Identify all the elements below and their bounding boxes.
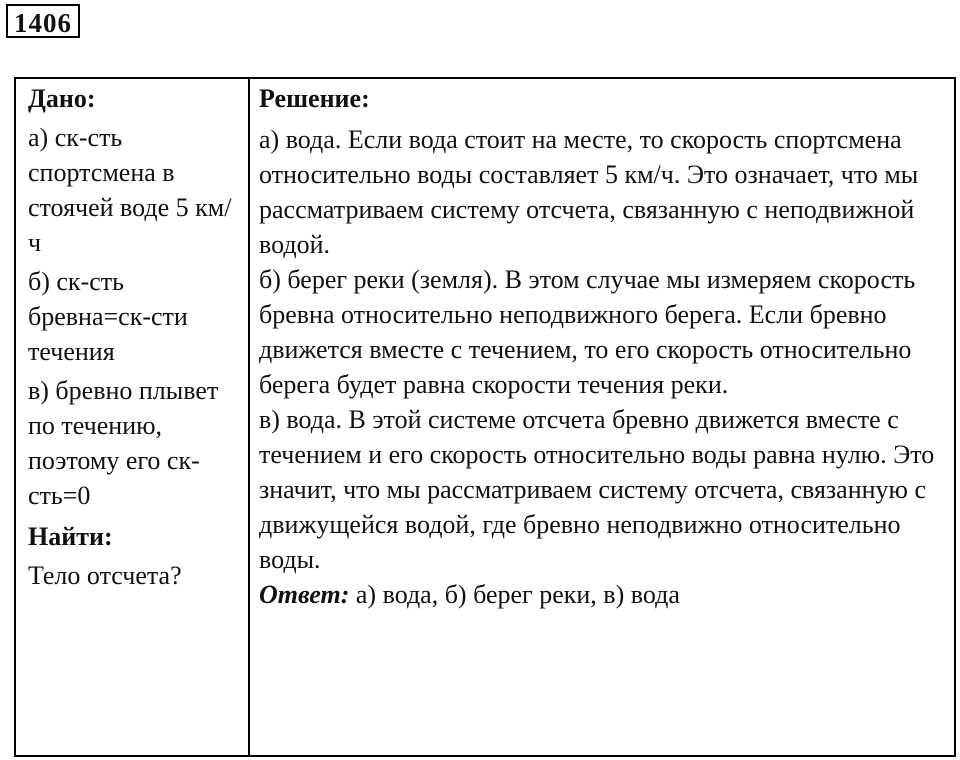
find-heading: Найти: bbox=[28, 522, 113, 551]
answer-label: Ответ: bbox=[259, 580, 350, 609]
column-divider bbox=[248, 79, 250, 755]
given-item-c: в) бревно плывет по течению, поэтому его ск-сть=0 bbox=[28, 376, 219, 510]
solution-paragraph-c: в) вода. В этой системе отсчета бревно движется вместе с течением и его скорость относительно воды равна нулю. Это значит, что мы рассматриваем систему отсчета, связанную с движущейся водой, где бревно неподвижно относительно воды. bbox=[259, 405, 935, 574]
given-heading: Дано: bbox=[28, 84, 96, 113]
problem-number: 1406 bbox=[6, 4, 80, 38]
find-text: Тело отсчета? bbox=[28, 561, 182, 590]
solution-table bbox=[14, 77, 956, 757]
given-column bbox=[28, 81, 240, 593]
solution-paragraph-a: а) вода. Если вода стоит на месте, то скорость спортсмена относительно воды составляет 5 км/ч. Это означает, что мы рассматриваем систему отсчета, связанную с неподвижной водой. bbox=[259, 125, 919, 259]
solution-column bbox=[259, 81, 949, 612]
answer-line bbox=[259, 577, 949, 612]
solution-heading: Решение: bbox=[259, 84, 370, 113]
given-item-a: а) ск-сть спортсмена в стоячей воде 5 км/ч bbox=[28, 123, 232, 257]
given-item-b: б) ск-сть бревна=ск-сти течения bbox=[28, 267, 188, 366]
answer-text: а) вода, б) берег реки, в) вода bbox=[349, 580, 680, 609]
solution-paragraph-b: б) берег реки (земля). В этом случае мы измеряем скорость бревна относительно неподвижного берега. Если бревно движется вместе с течением, то его скорость относительно берега будет равна скорости течения реки. bbox=[259, 265, 916, 399]
